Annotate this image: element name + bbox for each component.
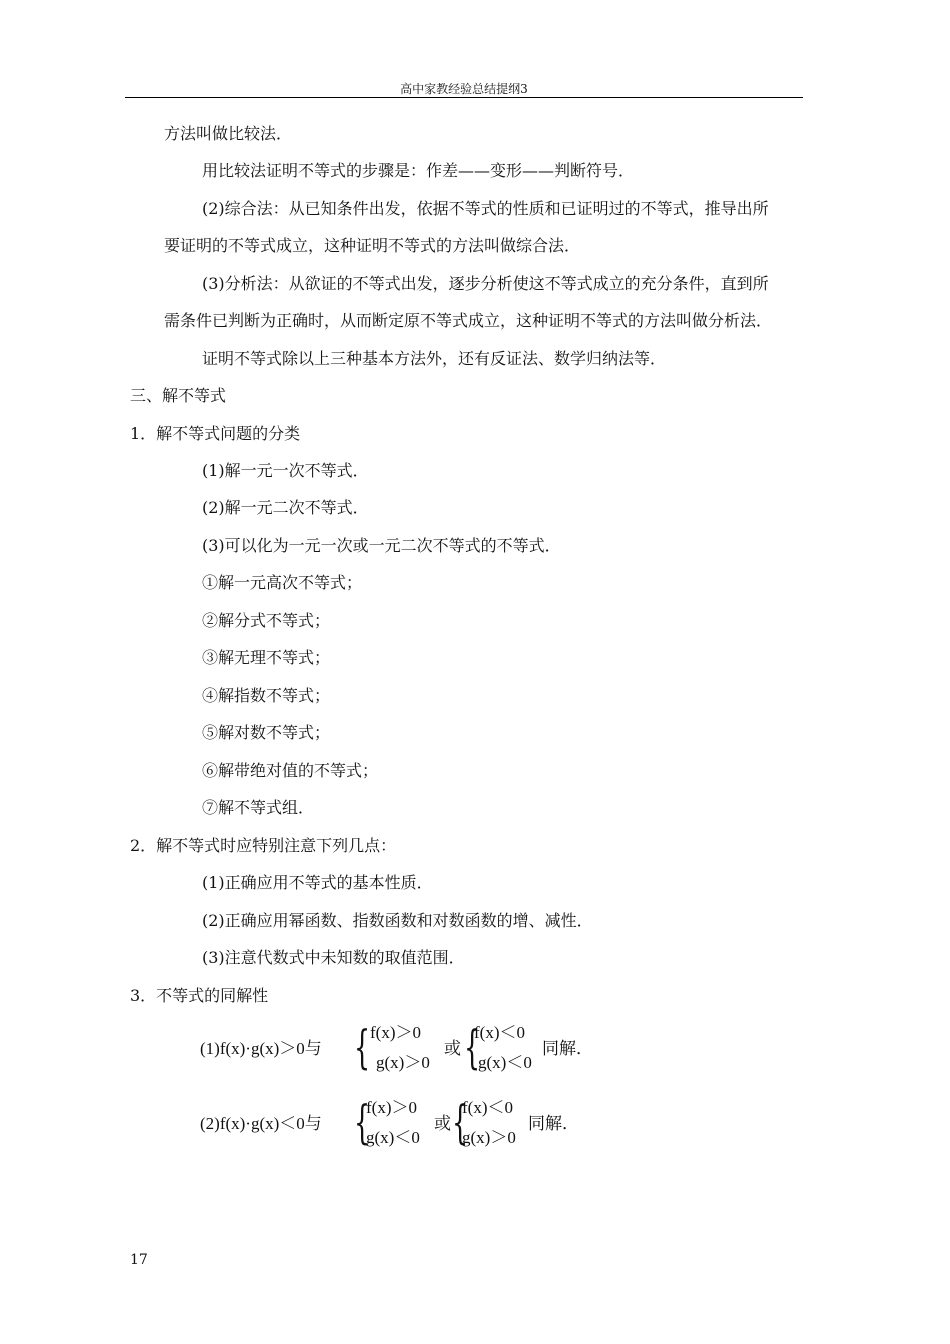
text-line: (3)分析法：从欲证的不等式出发，逐步分析使这不等式成立的充分条件，直到所 bbox=[202, 274, 769, 293]
system-1-top: f(x)＞0 bbox=[370, 1023, 421, 1042]
list-item: ⑦解不等式组． bbox=[202, 798, 315, 817]
list-item: ⑥解带绝对值的不等式； bbox=[202, 761, 379, 780]
text-line: 证明不等式除以上三种基本方法外，还有反证法、数学归纳法等． bbox=[202, 349, 667, 368]
system-2-bottom: g(x)＞0 bbox=[462, 1128, 516, 1147]
system-1-bottom: g(x)＜0 bbox=[366, 1128, 420, 1147]
formula-connector: 或 bbox=[444, 1039, 461, 1058]
subsection-heading: 3．不等式的同解性 bbox=[130, 986, 269, 1005]
subsection-heading: 2．解不等式时应特别注意下列几点： bbox=[130, 836, 397, 855]
header-rule bbox=[125, 97, 803, 98]
subsection-heading: 1．解不等式问题的分类 bbox=[130, 424, 301, 443]
formula-lead: (1)f(x)·g(x)＞0与 bbox=[200, 1039, 322, 1058]
system-2-top: f(x)＜0 bbox=[462, 1098, 513, 1117]
text-line: (2)综合法：从已知条件出发，依据不等式的性质和已证明过的不等式，推导出所 bbox=[202, 199, 769, 218]
left-brace-icon: { bbox=[452, 1095, 469, 1149]
list-item: (2)正确应用幂函数、指数函数和对数函数的增、减性． bbox=[202, 911, 593, 930]
list-item: (3)可以化为一元一次或一元二次不等式的不等式． bbox=[202, 536, 561, 555]
formula-2 bbox=[200, 1097, 620, 1153]
list-item: ④解指数不等式； bbox=[202, 686, 331, 705]
formula-1 bbox=[200, 1022, 620, 1078]
list-item: (2)解一元二次不等式． bbox=[202, 498, 369, 517]
list-item: ①解一元高次不等式； bbox=[202, 573, 363, 592]
formula-connector: 或 bbox=[434, 1114, 451, 1133]
section-heading: 三、解不等式 bbox=[130, 386, 227, 405]
text-line: 要证明的不等式成立，这种证明不等式的方法叫做综合法． bbox=[164, 236, 581, 255]
text-line: 需条件已判断为正确时，从而断定原不等式成立，这种证明不等式的方法叫做分析法． bbox=[164, 311, 773, 330]
list-item: (1)解一元一次不等式． bbox=[202, 461, 369, 480]
left-brace-icon: { bbox=[464, 1020, 481, 1074]
formula-lead: (2)f(x)·g(x)＜0与 bbox=[200, 1114, 322, 1133]
text-line: 方法叫做比较法． bbox=[164, 124, 293, 143]
system-1-bottom: g(x)＞0 bbox=[376, 1053, 430, 1072]
page-number: 17 bbox=[130, 1252, 148, 1268]
list-item: (1)正确应用不等式的基本性质． bbox=[202, 873, 433, 892]
system-2-bottom: g(x)＜0 bbox=[478, 1053, 532, 1072]
left-brace-icon: { bbox=[354, 1020, 371, 1074]
page-header: 高中家教经验总结提纲3 bbox=[400, 82, 528, 96]
list-item: ②解分式不等式； bbox=[202, 611, 331, 630]
formula-tail: 同解． bbox=[528, 1114, 579, 1133]
text-line: 用比较法证明不等式的步骤是：作差——变形——判断符号． bbox=[202, 161, 635, 180]
list-item: ③解无理不等式； bbox=[202, 648, 331, 667]
formula-tail: 同解． bbox=[542, 1039, 593, 1058]
list-item: (3)注意代数式中未知数的取值范围． bbox=[202, 948, 465, 967]
system-1-top: f(x)＞0 bbox=[366, 1098, 417, 1117]
system-2-top: f(x)＜0 bbox=[474, 1023, 525, 1042]
list-item: ⑤解对数不等式； bbox=[202, 723, 331, 742]
left-brace-icon: { bbox=[354, 1095, 371, 1149]
